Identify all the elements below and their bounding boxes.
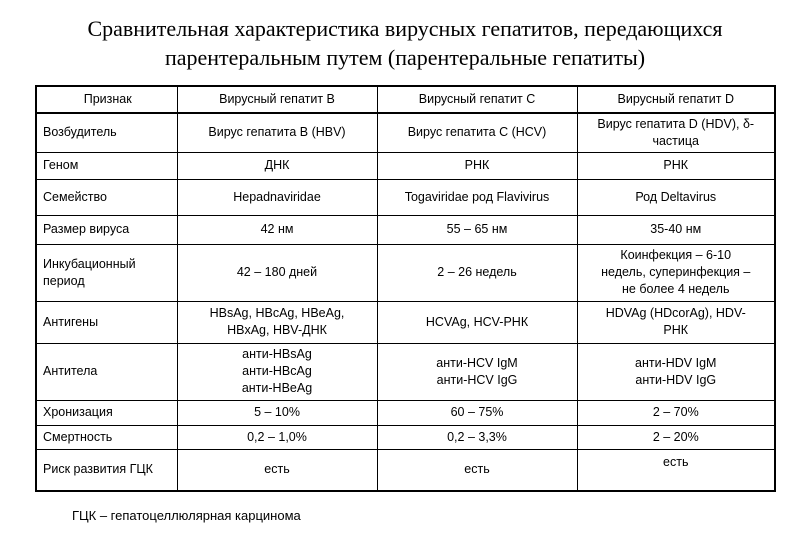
cell-hcv: 0,2 – 3,3%: [377, 425, 577, 449]
cell-hbv: анти-HBsAg анти-HBcAg анти-HBeAg: [177, 343, 377, 400]
cell-hdv: 2 – 20%: [577, 425, 775, 449]
table-row: [36, 179, 775, 215]
cell-hbv: 42 нм: [177, 215, 377, 244]
header-cell-hdv: Вирусный гепатит D: [577, 86, 775, 113]
row-label: Возбудитель: [36, 113, 177, 152]
cell-hcv: РНК: [377, 152, 577, 179]
header-cell-feature: Признак: [36, 86, 177, 113]
table-row: [36, 425, 775, 449]
table-row: [36, 113, 775, 152]
cell-hbv: ДНК: [177, 152, 377, 179]
page-title: [0, 14, 810, 72]
table-row: [36, 301, 775, 343]
cell-hdv: анти-HDV IgM анти-HDV IgG: [577, 343, 775, 400]
cell-hdv: Коинфекция – 6-10 недель, суперинфекция – не более 4 недель: [577, 244, 775, 301]
cell-hdv: 2 – 70%: [577, 400, 775, 425]
cell-hdv: Род Deltavirus: [577, 179, 775, 215]
table-row: [36, 152, 775, 179]
row-label: Семейство: [36, 179, 177, 215]
cell-hcv: 60 – 75%: [377, 400, 577, 425]
cell-hdv: есть: [577, 449, 775, 491]
table-row: [36, 244, 775, 301]
table-row: [36, 215, 775, 244]
title-line-1: Сравнительная характеристика вирусных гепатитов, передающихся: [87, 16, 723, 41]
cell-hcv: Вирус гепатита С (HCV): [377, 113, 577, 152]
cell-hdv: HDVAg (HDcorAg), HDV- РНК: [577, 301, 775, 343]
cell-hbv: есть: [177, 449, 377, 491]
cell-hcv: 2 – 26 недель: [377, 244, 577, 301]
table-row: [36, 343, 775, 400]
cell-hcv: анти-HCV IgM анти-HCV IgG: [377, 343, 577, 400]
header-cell-hcv: Вирусный гепатит С: [377, 86, 577, 113]
row-label: Инкубационный период: [36, 244, 177, 301]
footnote: ГЦК – гепатоцеллюлярная карцинома: [72, 508, 301, 523]
comparison-table: [35, 85, 776, 492]
table-row: [36, 449, 775, 491]
row-label: Риск развития ГЦК: [36, 449, 177, 491]
cell-hcv: 55 – 65 нм: [377, 215, 577, 244]
row-label: Смертность: [36, 425, 177, 449]
cell-hcv: Togaviridae род Flavivirus: [377, 179, 577, 215]
cell-hdv: РНК: [577, 152, 775, 179]
row-label: Антигены: [36, 301, 177, 343]
cell-hbv: 5 – 10%: [177, 400, 377, 425]
row-label: Антитела: [36, 343, 177, 400]
cell-hbv: Hepadnaviridae: [177, 179, 377, 215]
cell-hbv: Вирус гепатита В (HBV): [177, 113, 377, 152]
cell-hbv: 0,2 – 1,0%: [177, 425, 377, 449]
cell-hbv: HBsAg, HBcAg, HBeAg, HBxAg, HBV-ДНК: [177, 301, 377, 343]
row-label: Хронизация: [36, 400, 177, 425]
header-cell-hbv: Вирусный гепатит В: [177, 86, 377, 113]
cell-hdv: 35-40 нм: [577, 215, 775, 244]
row-label: Геном: [36, 152, 177, 179]
cell-hcv: есть: [377, 449, 577, 491]
table-row: [36, 400, 775, 425]
header-row: [36, 86, 775, 113]
cell-hdv: Вирус гепатита D (HDV), δ- частица: [577, 113, 775, 152]
cell-hcv: HCVAg, HCV-РНК: [377, 301, 577, 343]
title-line-2: парентеральным путем (парентеральные гепатиты): [164, 45, 646, 70]
cell-hbv: 42 – 180 дней: [177, 244, 377, 301]
row-label: Размер вируса: [36, 215, 177, 244]
